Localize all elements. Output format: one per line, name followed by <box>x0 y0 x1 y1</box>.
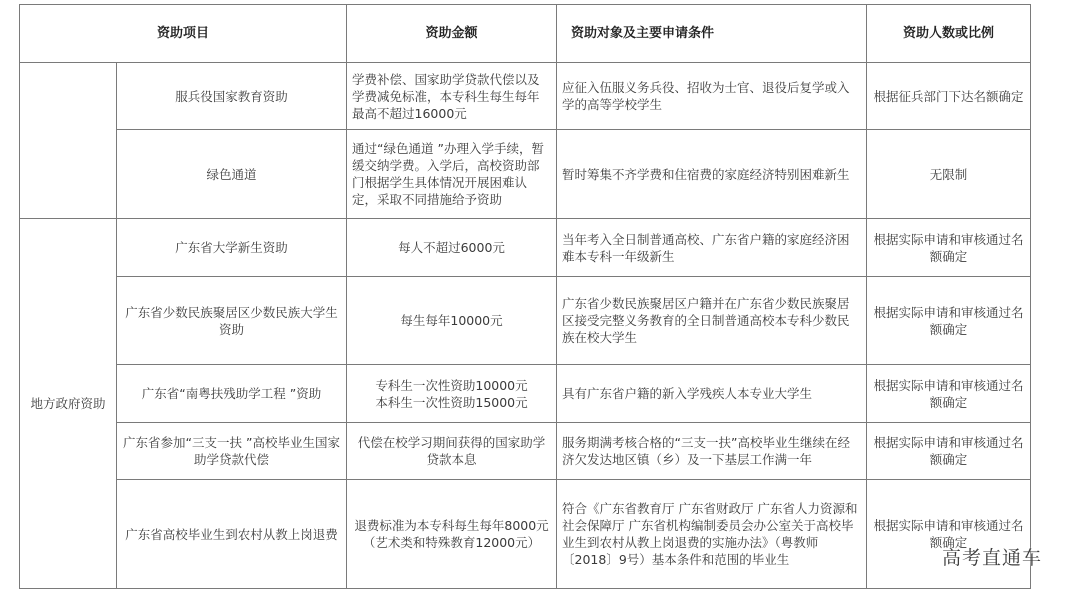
quota-cell: 根据征兵部门下达名额确定 <box>867 63 1031 130</box>
category-cell: 地方政府资助 <box>20 219 117 589</box>
amount-cell: 每人不超过6000元 <box>347 219 557 277</box>
table-row <box>20 480 1031 589</box>
conditions-cell: 当年考入全日制普通高校、广东省户籍的家庭经济困难本专科一年级新生 <box>557 219 867 277</box>
table-row <box>20 63 1031 130</box>
conditions-cell: 服务期满考核合格的“三支一扶”高校毕业生继续在经济欠发达地区镇（乡）及一下基层工作满一年 <box>557 423 867 480</box>
amount-cell: 退费标准为本专科每生每年8000元（艺术类和特殊教育12000元） <box>347 480 557 589</box>
table-row <box>20 130 1031 219</box>
table-row <box>20 219 1031 277</box>
quota-cell: 根据实际申请和审核通过名额确定 <box>867 423 1031 480</box>
table-row <box>20 277 1031 365</box>
item-cell: 广东省“南粤扶残助学工程 ”资助 <box>117 365 347 423</box>
conditions-cell: 暂时筹集不齐学费和住宿费的家庭经济特别困难新生 <box>557 130 867 219</box>
item-cell: 广东省参加“三支一扶 ”高校毕业生国家助学贷款代偿 <box>117 423 347 480</box>
conditions-cell: 具有广东省户籍的新入学残疾人本专业大学生 <box>557 365 867 423</box>
watermark: 高考直通车 <box>942 547 1043 569</box>
item-cell: 广东省少数民族聚居区少数民族大学生资助 <box>117 277 347 365</box>
student-aid-table <box>19 4 1031 589</box>
amount-cell: 代偿在校学习期间获得的国家助学贷款本息 <box>347 423 557 480</box>
header-conditions: 资助对象及主要申请条件 <box>557 5 867 63</box>
conditions-cell: 广东省少数民族聚居区户籍并在广东省少数民族聚居区接受完整义务教育的全日制普通高校本专科少数民族在校大学生 <box>557 277 867 365</box>
header-project: 资助项目 <box>20 5 347 63</box>
item-cell: 广东省高校毕业生到农村从教上岗退费 <box>117 480 347 589</box>
amount-line: 专科生一次性资助10000元 <box>375 377 528 393</box>
conditions-cell: 应征入伍服义务兵役、招收为士官、退役后复学或入学的高等学校学生 <box>557 63 867 130</box>
quota-cell: 根据实际申请和审核通过名额确定 <box>867 219 1031 277</box>
quota-cell: 根据实际申请和审核通过名额确定 <box>867 365 1031 423</box>
amount-line: 本科生一次性资助15000元 <box>375 394 528 410</box>
category-cell <box>20 63 117 219</box>
quota-cell: 根据实际申请和审核通过名额确定 <box>867 277 1031 365</box>
quota-cell: 根据实际申请和审核通过名额确定 <box>867 480 1031 589</box>
item-cell: 绿色通道 <box>117 130 347 219</box>
amount-cell: 每生每年10000元 <box>347 277 557 365</box>
header-amount: 资助金额 <box>347 5 557 63</box>
table-row <box>20 365 1031 423</box>
amount-cell <box>347 365 557 423</box>
table-header-row <box>20 5 1031 63</box>
table-row <box>20 423 1031 480</box>
quota-cell: 无限制 <box>867 130 1031 219</box>
conditions-cell: 符合《广东省教育厅 广东省财政厅 广东省人力资源和社会保障厅 广东省机构编制委员会办公室关于高校毕业生到农村从教上岗退费的实施办法》（粤教师〔2018〕9号）基本条件和范围的毕业生 <box>557 480 867 589</box>
header-quota: 资助人数或比例 <box>867 5 1031 63</box>
item-cell: 广东省大学新生资助 <box>117 219 347 277</box>
amount-cell: 学费补偿、国家助学贷款代偿以及学费减免标准，本专科生每生每年最高不超过16000元 <box>347 63 557 130</box>
item-cell: 服兵役国家教育资助 <box>117 63 347 130</box>
amount-cell: 通过“绿色通道 ”办理入学手续，暂缓交纳学费。入学后，高校资助部门根据学生具体情况开展困难认定，采取不同措施给予资助 <box>347 130 557 219</box>
